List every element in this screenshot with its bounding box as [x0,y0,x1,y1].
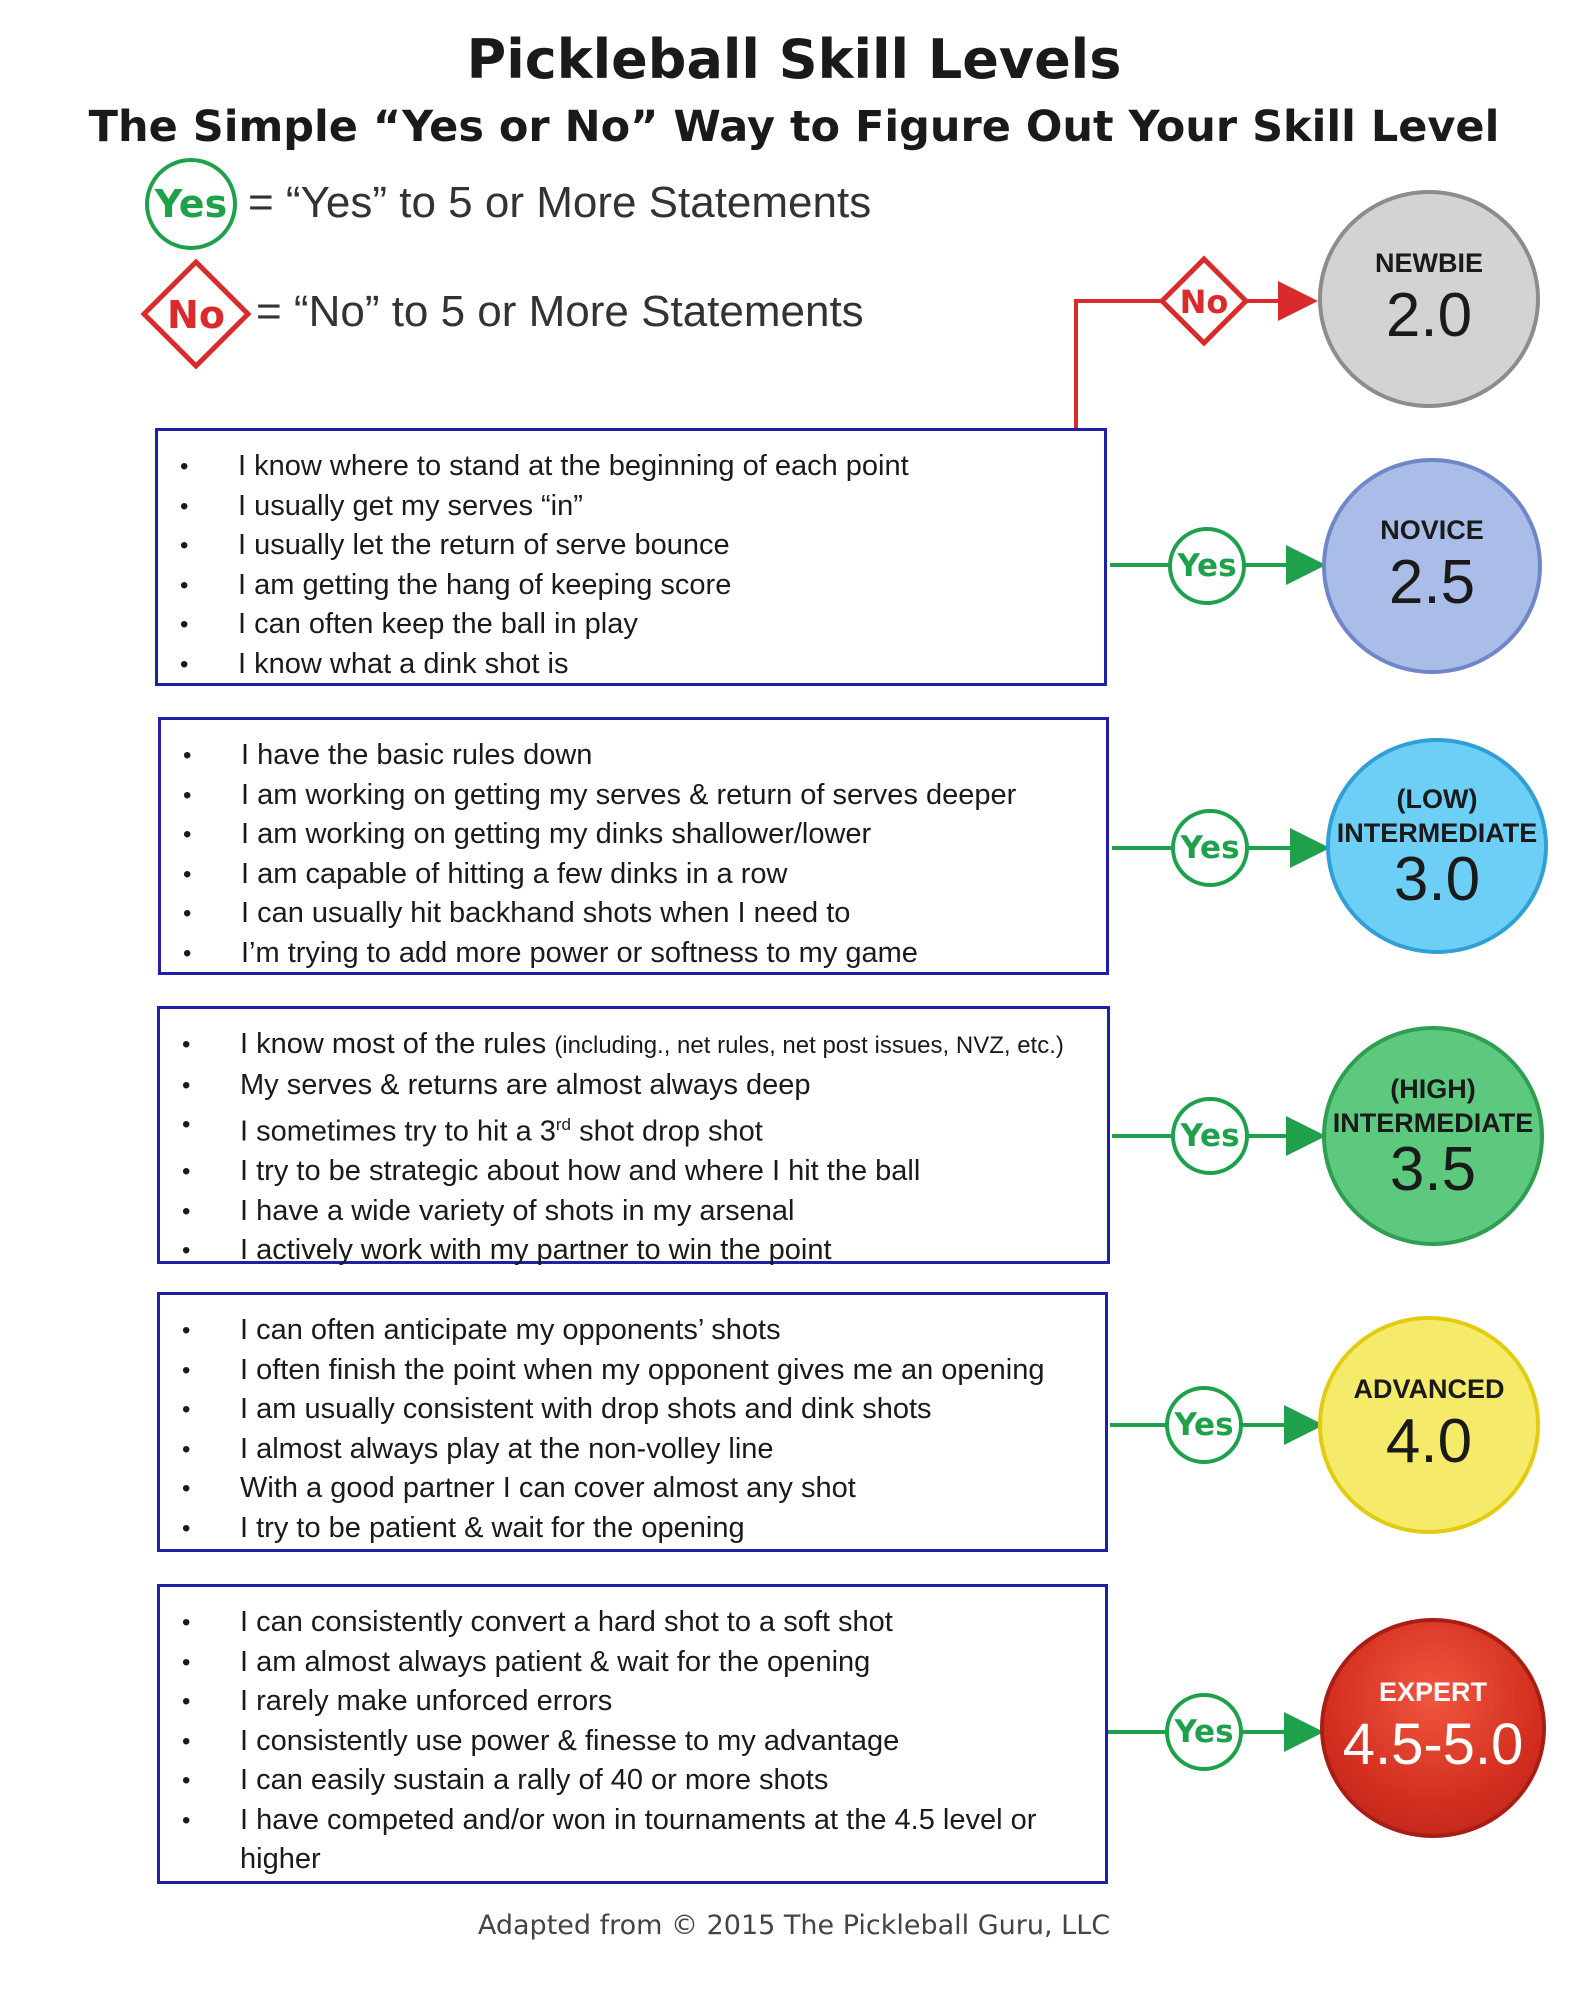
legend-no-icon [140,258,252,370]
level-value: 4.0 [1385,1407,1473,1476]
statement-item: • I consistently use power & finesse to my advantage [160,1722,1105,1762]
statement-item [160,1105,1107,1152]
legend-no-label: No [167,293,225,337]
statement-box-2 [158,717,1109,975]
level-value: 3.5 [1389,1135,1477,1204]
statement-item: • I try to be patient & wait for the opening [160,1509,1105,1549]
no-connector-icon [1158,255,1250,347]
level-circle-newbie [1318,190,1540,408]
yes-connector-icon-4: Yes [1165,1386,1243,1464]
yes-connector-icon-2: Yes [1171,809,1249,887]
statement-text: I sometimes try to hit a 3 [240,1115,556,1148]
statement-item: • I have a wide variety of shots in my arsenal [160,1192,1107,1232]
statement-item: • I can easily sustain a rally of 40 or more shots [160,1761,1105,1801]
statement-text: shot drop shot [571,1115,763,1148]
level-value: 4.5-5.0 [1342,1712,1524,1777]
statement-item: • I have the basic rules down [161,736,1106,776]
statement-item: • I actively work with my partner to win the point [160,1231,1107,1271]
statement-item: • I rarely make unforced errors [160,1682,1105,1722]
level-value: 3.0 [1393,845,1481,914]
statement-box-1 [155,428,1107,686]
no-connector-label: No [1179,283,1229,321]
statement-item: • I know where to stand at the beginning of each point [158,447,1104,487]
statement-item: • I am usually consistent with drop shots and dink shots [160,1390,1105,1430]
level-name: (HIGH) INTERMEDIATE [1332,1074,1534,1138]
statement-item: • I am getting the hang of keeping score [158,566,1104,606]
level-name: EXPERT [1378,1677,1488,1707]
legend-yes-icon: Yes [145,158,237,250]
statement-item: • I am working on getting my dinks shallower/lower [161,815,1106,855]
statement-item: • I try to be strategic about how and where I hit the ball [160,1152,1107,1192]
statement-item: • I often finish the point when my opponent gives me an opening [160,1351,1105,1391]
level-value: 2.0 [1385,281,1473,350]
statement-box-4 [157,1292,1108,1552]
statement-item [160,1025,1107,1066]
statement-item: • I can often keep the ball in play [158,605,1104,645]
yes-connector-icon-5: Yes [1165,1693,1243,1771]
level-name: NEWBIE [1375,248,1483,278]
statement-box-5 [157,1584,1108,1884]
page-subtitle: The Simple “Yes or No” Way to Figure Out Your Skill Level [88,102,1500,152]
statement-item: • I am capable of hitting a few dinks in a row [161,855,1106,895]
statement-box-3 [157,1006,1110,1267]
legend-yes-text: = “Yes” to 5 or More Statements [248,178,872,227]
statement-item: • My serves & returns are almost always deep [160,1066,1107,1106]
statement-item: • I usually let the return of serve bounce [158,526,1104,566]
legend-no-text: = “No” to 5 or More Statements [256,287,864,336]
level-circle-high-intermediate [1322,1026,1544,1246]
yes-connector-icon-3: Yes [1171,1097,1249,1175]
statement-item: • I have competed and/or won in tournaments at the 4.5 level or higher [160,1801,1105,1880]
statement-item: • I almost always play at the non-volley line [160,1430,1105,1470]
level-circle-expert [1320,1618,1546,1838]
page-title: Pickleball Skill Levels [466,28,1122,91]
statement-item: • I can consistently convert a hard shot to a soft shot [160,1603,1105,1643]
statement-item: • I am working on getting my serves & return of serves deeper [161,776,1106,816]
statement-item: • I’m trying to add more power or softness to my game [161,934,1106,974]
footer-credit: Adapted from © 2015 The Pickleball Guru, LLC [477,1910,1111,1941]
statement-text: I know most of the rules [240,1028,547,1060]
statement-item: • I am almost always patient & wait for the opening [160,1643,1105,1683]
level-name: ADVANCED [1353,1374,1505,1404]
level-value: 2.5 [1388,548,1476,617]
level-name: (LOW) INTERMEDIATE [1336,784,1538,848]
statement-item: • I can usually hit backhand shots when I need to [161,894,1106,934]
level-circle-advanced [1318,1316,1540,1534]
yes-connector-icon-1: Yes [1168,527,1246,605]
statement-item: • I usually get my serves “in” [158,487,1104,527]
ordinal-suffix: rd [555,1115,572,1134]
level-name: NOVICE [1380,515,1484,545]
statement-item: • I know what a dink shot is [158,645,1104,685]
statement-item: • With a good partner I can cover almost any shot [160,1469,1105,1509]
level-circle-novice [1322,458,1542,674]
statement-item: • I can often anticipate my opponents’ shots [160,1311,1105,1351]
rules-note: (including., net rules, net post issues, NVZ, etc.) [554,1032,1064,1059]
level-circle-low-intermediate [1326,738,1548,954]
